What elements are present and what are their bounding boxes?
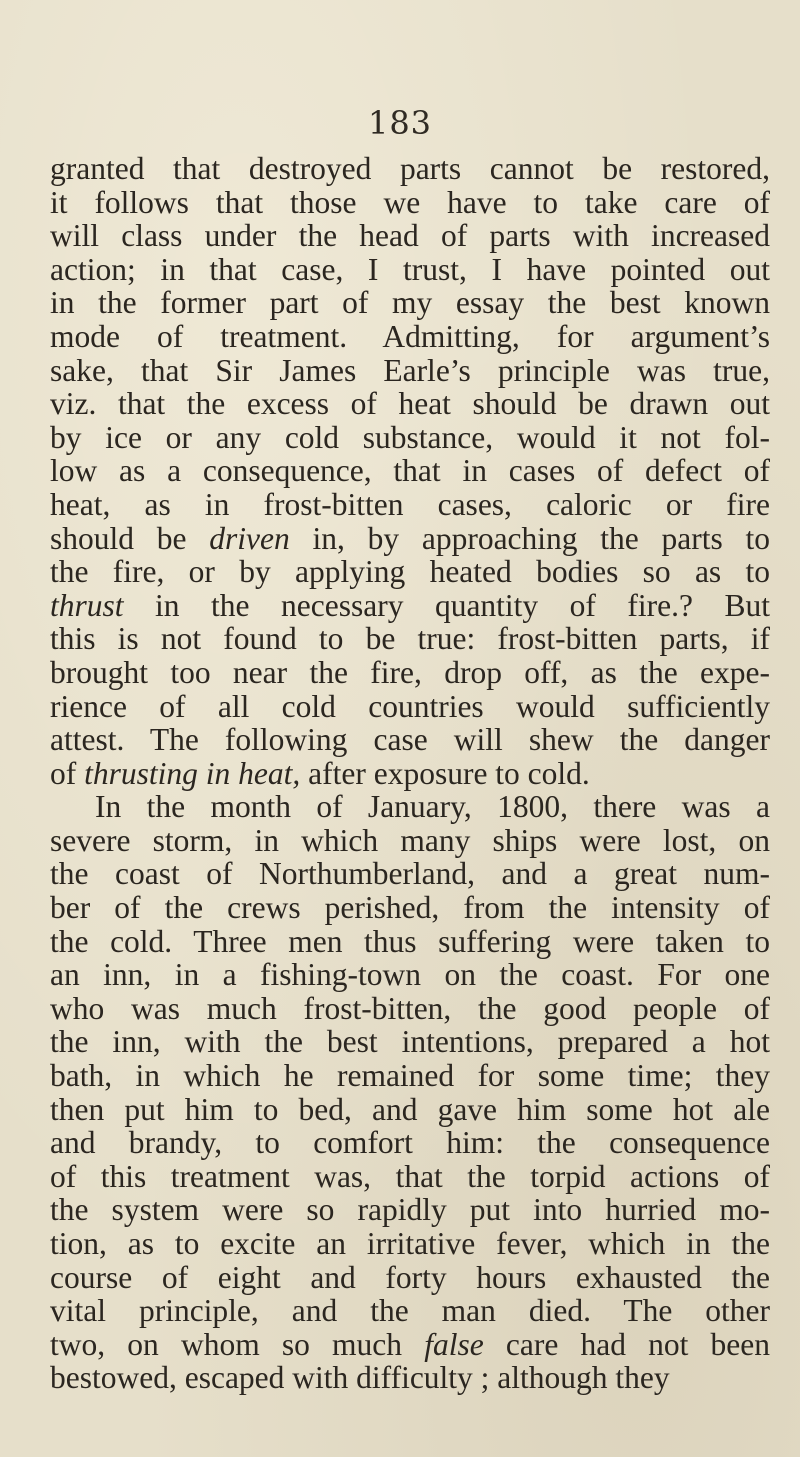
text-line (50, 1193, 770, 1227)
text-line (50, 757, 770, 791)
text-line (50, 622, 770, 656)
text-segment: then put him to bed, and gave him some hot ale (50, 1091, 770, 1127)
text-segment: two, on whom so much (50, 1326, 425, 1362)
text-segment: severe storm, in which many ships were lost, on (50, 822, 770, 858)
text-segment: attest. The following case will shew the danger (50, 722, 770, 758)
text-segment: this is not found to be true: frost-bitten parts, if (50, 621, 770, 657)
text-segment: tion, as to excite an irritative fever, which in the (50, 1226, 770, 1261)
text-line (50, 387, 770, 421)
italic-text: driven (209, 520, 290, 556)
text-segment: brought too near the fire, drop off, as the expe- (50, 654, 770, 690)
text-segment: the system were so rapidly put into hurried mo- (50, 1192, 770, 1228)
text-segment: care had not been (483, 1326, 770, 1362)
text-line (50, 286, 770, 320)
text-segment: course of eight and forty hours exhausted the (50, 1259, 770, 1295)
text-line (50, 1093, 770, 1127)
text-segment: the coast of Northumberland, and a great num- (50, 856, 770, 892)
text-segment: ber of the crews perished, from the intensity of (50, 890, 770, 926)
text-segment: viz. that the excess of heat should be drawn out (50, 386, 770, 422)
text-line (50, 1261, 770, 1295)
text-line (50, 253, 770, 287)
text-line (50, 589, 770, 623)
body-text (50, 152, 770, 1395)
text-segment: an inn, in a fishing-town on the coast. For one (50, 957, 770, 993)
text-segment: by ice or any cold substance, would it not fol- (50, 419, 770, 455)
text-line (50, 555, 770, 589)
text-segment: low as a consequence, that in cases of defect of (50, 453, 770, 489)
italic-text: thrust (50, 587, 124, 623)
text-segment: in the necessary quantity of fire.? But (123, 587, 770, 623)
text-segment: vital principle, and the man died. The other (50, 1293, 770, 1329)
text-line (50, 1059, 770, 1093)
text-segment: action; in that case, I trust, I have pointed out (50, 251, 770, 287)
text-line (50, 1160, 770, 1194)
text-line (50, 1361, 770, 1395)
text-line (50, 320, 770, 354)
text-line (50, 186, 770, 220)
text-segment: who was much frost-bitten, the good people of (50, 990, 770, 1026)
text-line (50, 656, 770, 690)
text-segment: will class under the head of parts with increased (50, 218, 770, 254)
text-segment: of (50, 755, 85, 791)
text-segment: after exposure to cold. (300, 755, 590, 791)
text-segment: of this treatment was, that the torpid actions of (50, 1158, 770, 1194)
text-segment: granted that destroyed parts cannot be restored, (50, 151, 770, 186)
text-line (50, 891, 770, 925)
text-segment: In the month of January, 1800, there was a (95, 789, 770, 825)
text-line (50, 152, 770, 186)
text-line (50, 857, 770, 891)
text-segment: bestowed, escaped with difficulty ; although they (50, 1360, 670, 1396)
text-line (50, 824, 770, 858)
text-segment: heat, as in frost-bitten cases, caloric or fire (50, 486, 770, 522)
text-segment: should be (50, 520, 210, 556)
italic-text: false (424, 1326, 484, 1362)
text-line (50, 992, 770, 1026)
text-line (50, 723, 770, 757)
text-line (50, 1328, 770, 1362)
text-line (50, 522, 770, 556)
text-line (50, 454, 770, 488)
text-segment: in the former part of my essay the best known (50, 285, 770, 321)
text-line (50, 925, 770, 959)
text-segment: it follows that those we have to take care of (50, 184, 770, 220)
text-line (50, 219, 770, 253)
text-segment: the inn, with the best intentions, prepared a hot (50, 1024, 770, 1060)
text-line (50, 790, 770, 824)
text-segment: in, by approaching the parts to (289, 520, 771, 556)
text-line (50, 1294, 770, 1328)
text-line (50, 958, 770, 992)
page-number: 183 (367, 104, 433, 142)
text-segment: mode of treatment. Admitting, for argument’s (50, 318, 770, 354)
text-segment: and brandy, to comfort him: the consequence (50, 1125, 770, 1161)
text-line (50, 1126, 770, 1160)
text-segment: rience of all cold countries would sufficiently (50, 688, 770, 724)
text-line (50, 421, 770, 455)
text-line (50, 354, 770, 388)
text-line (50, 488, 770, 522)
text-segment: the cold. Three men thus suffering were taken to (50, 923, 770, 959)
text-segment: the fire, or by applying heated bodies so as to (50, 554, 770, 590)
text-segment: sake, that Sir James Earle’s principle was true, (50, 352, 770, 388)
text-line (50, 1227, 770, 1261)
text-line (50, 1025, 770, 1059)
italic-text: thrusting in heat, (84, 755, 301, 791)
text-line (50, 690, 770, 724)
text-segment: bath, in which he remained for some time; they (50, 1058, 770, 1094)
